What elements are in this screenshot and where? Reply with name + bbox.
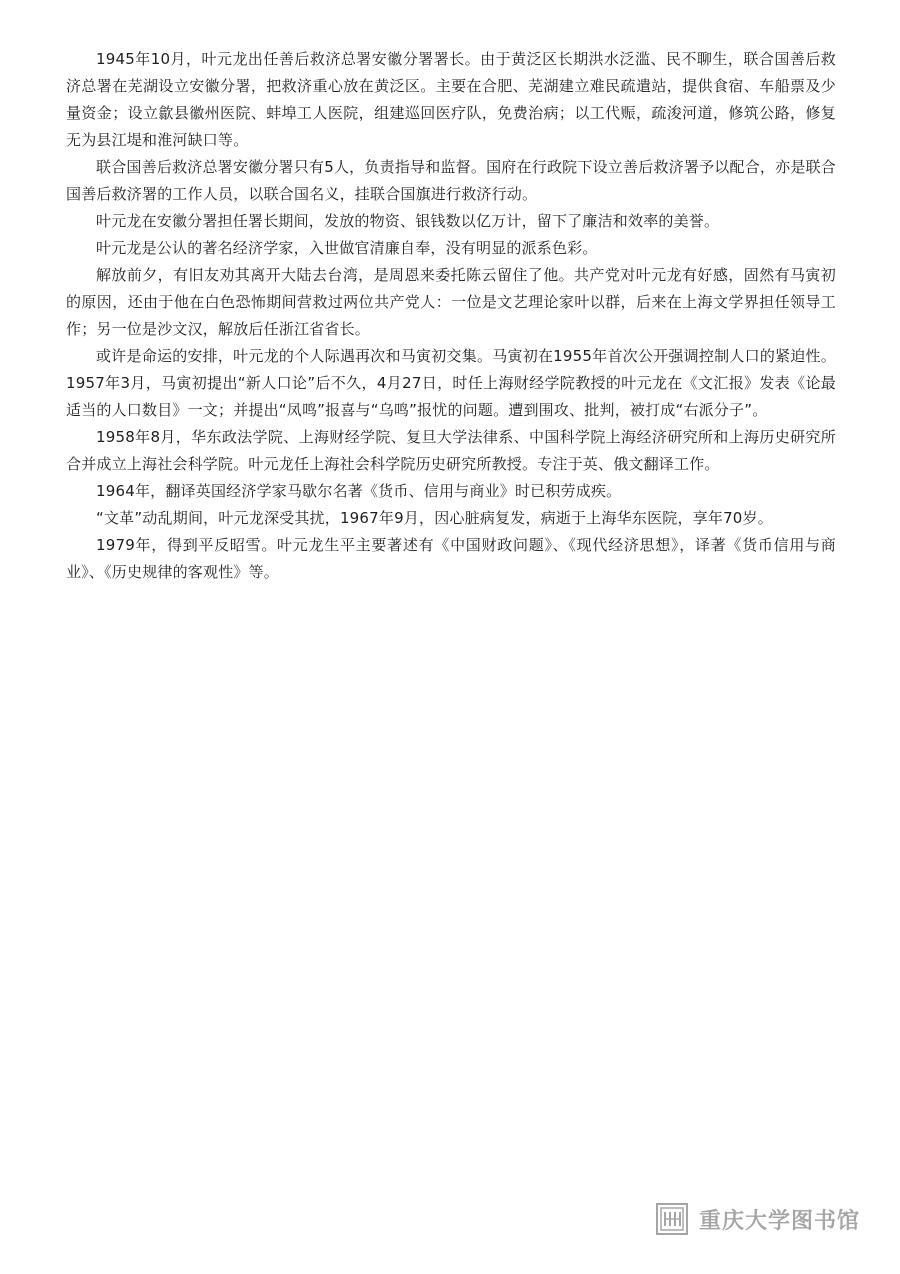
watermark-text: 重庆大学图书馆 — [698, 1208, 860, 1234]
paragraph: 或许是命运的安排，叶元龙的个人际遇再次和马寅初交集。马寅初在1955年首次公开强调控制人口的紧迫性。1957年3月，马寅初提出“新人口论”后不久，4月27日，时任上海财经学院教授的叶元龙在《文汇报》发表《论最适当的人口数目》一文；并提出“凤鸣”报喜与“乌鸣”报忧的问题。遭到围攻、批判，被打成“右派分子”。 — [66, 347, 836, 419]
paragraph: 1964年，翻译英国经济学家马歇尔名著《货币、信用与商业》时已积劳成疾。 — [96, 482, 622, 500]
library-logo-icon — [655, 1202, 689, 1236]
paragraph: 1979年，得到平反昭雪。叶元龙生平主要著述有《中国财政问题》、《现代经济思想》，译著《货币信用与商业》、《历史规律的客观性》等。 — [66, 536, 836, 581]
document-body — [66, 46, 836, 586]
paragraph: “文革”动乱期间，叶元龙深受其扰，1967年9月，因心脏病复发，病逝于上海华东医院，享年70岁。 — [96, 509, 773, 527]
paragraph: 叶元龙在安徽分署担任署长期间，发放的物资、银钱数以亿万计，留下了廉洁和效率的美誉。 — [96, 212, 720, 230]
library-watermark — [655, 1202, 860, 1236]
paragraph: 联合国善后救济总署安徽分署只有5人，负责指导和监督。国府在行政院下设立善后救济署予以配合，亦是联合国善后救济署的工作人员，以联合国名义，挂联合国旗进行救济行动。 — [66, 158, 836, 203]
paragraph: 1945年10月，叶元龙出任善后救济总署安徽分署署长。由于黄泛区长期洪水泛滥、民不聊生，联合国善后救济总署在芜湖设立安徽分署，把救济重心放在黄泛区。主要在合肥、芜湖建立难民疏遣站，提供食宿、车船票及少量资金；设立歙县徽州医院、蚌埠工人医院，组建巡回医疗队，免费治病；以工代赈，疏浚河道，修筑公路，修复无为县江堤和淮河缺口等。 — [66, 50, 836, 149]
paragraph: 1958年8月，华东政法学院、上海财经学院、复旦大学法律系、中国科学院上海经济研究所和上海历史研究所合并成立上海社会科学院。叶元龙任上海社会科学院历史研究所教授。专注于英、俄文翻译工作。 — [66, 428, 836, 473]
paragraph: 解放前夕，有旧友劝其离开大陆去台湾，是周恩来委托陈云留住了他。共产党对叶元龙有好感，固然有马寅初的原因，还由于他在白色恐怖期间营救过两位共产党人：一位是文艺理论家叶以群，后来在上海文学界担任领导工作；另一位是沙文汉，解放后任浙江省省长。 — [66, 266, 836, 338]
paragraph: 叶元龙是公认的著名经济学家，入世做官清廉自奉，没有明显的派系色彩。 — [96, 239, 598, 257]
